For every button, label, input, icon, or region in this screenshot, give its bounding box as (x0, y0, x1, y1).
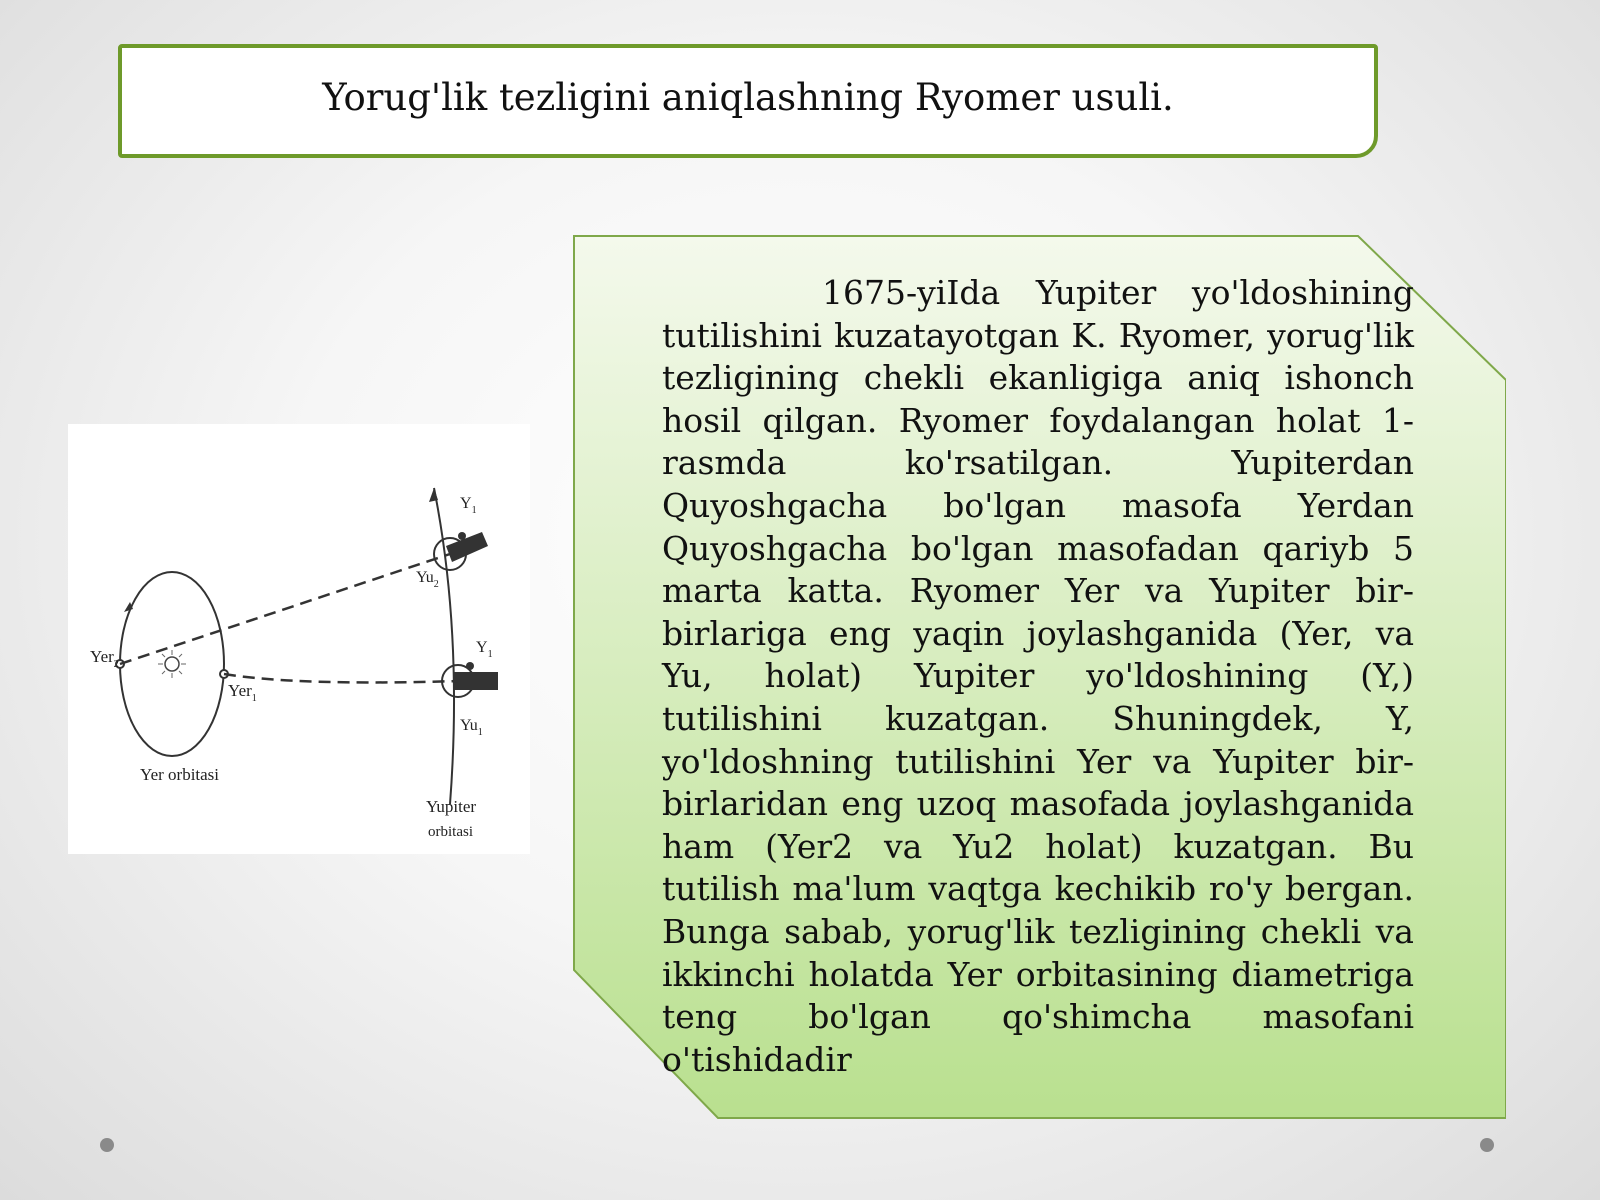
body-paragraph: 1675-yiIda Yupiter yo'ldoshining tutilishini kuzatayotgan K. Ryomer, yorug'lik tezligining chekli ekanligiga aniq ishonch hosil qilgan. Ryomer foydalangan holat 1-rasmda ko'rsatilgan. Yupiterdan Quyoshgacha bo'lgan masofa Yerdan Quyoshgacha bo'lgan masofadan qariyb 5 marta katta. Ryomer Yer va Yupiter bir-birlariga eng yaqin joylashganida (Yer, va Yu, holat) Yupiter yo'ldoshining (Y,) tutilishini kuzatgan. Shuningdek, Y, yo'ldoshning tutilishini Yer va Yupiter bir-birlaridan eng uzoq masofada joylashganida ham (Yer2 va Yu2 holat) kuzatgan. Bu tutilish ma'lum vaqtga kechikib ro'y bergan. Bunga sabab, yorug'lik tezligining chekli va ikkinchi holatda Yer orbitasining diametriga teng bo'lgan qo'shimcha masofani o'tishidadir (662, 273, 1414, 1079)
text-panel (572, 234, 1506, 1120)
title-box (118, 44, 1378, 158)
label-jupiter-orbit-2: orbitasi (428, 824, 473, 840)
label-y-bottom: $Y_1$ (476, 639, 493, 660)
label-yer-right: Yer$_1$ (228, 681, 257, 704)
decor-dot-left (100, 1138, 114, 1152)
label-yer-orbit: Yer orbitasi (140, 765, 220, 784)
light-path-far (120, 554, 450, 664)
earth-orbit-arrow (124, 602, 133, 612)
label-yu-bottom: $Yu_1$ (460, 717, 483, 738)
jupiter-shadow-bottom (454, 672, 498, 690)
earth-orbit (120, 572, 224, 756)
roemer-diagram-svg (68, 424, 530, 854)
roemer-diagram (68, 424, 530, 854)
light-path-near (224, 674, 458, 682)
label-jupiter-orbit-1: Yupiter (426, 797, 477, 816)
sun-icon (158, 650, 186, 678)
jupiter-orbit (434, 488, 454, 804)
label-yer-left: Yer$_2$ (90, 647, 119, 670)
decor-dot-right (1480, 1138, 1494, 1152)
slide-title: Yorug'lik tezligini aniqlashning Ryomer usuli. (322, 75, 1174, 119)
satellite-bottom (466, 662, 474, 670)
jupiter-orbit-arrow (429, 488, 438, 502)
jupiter-shadow-top (446, 532, 488, 562)
satellite-top (458, 532, 466, 540)
label-yu-top: $Yu_2$ (416, 569, 439, 590)
label-y-top: $Y_1$ (460, 495, 477, 516)
